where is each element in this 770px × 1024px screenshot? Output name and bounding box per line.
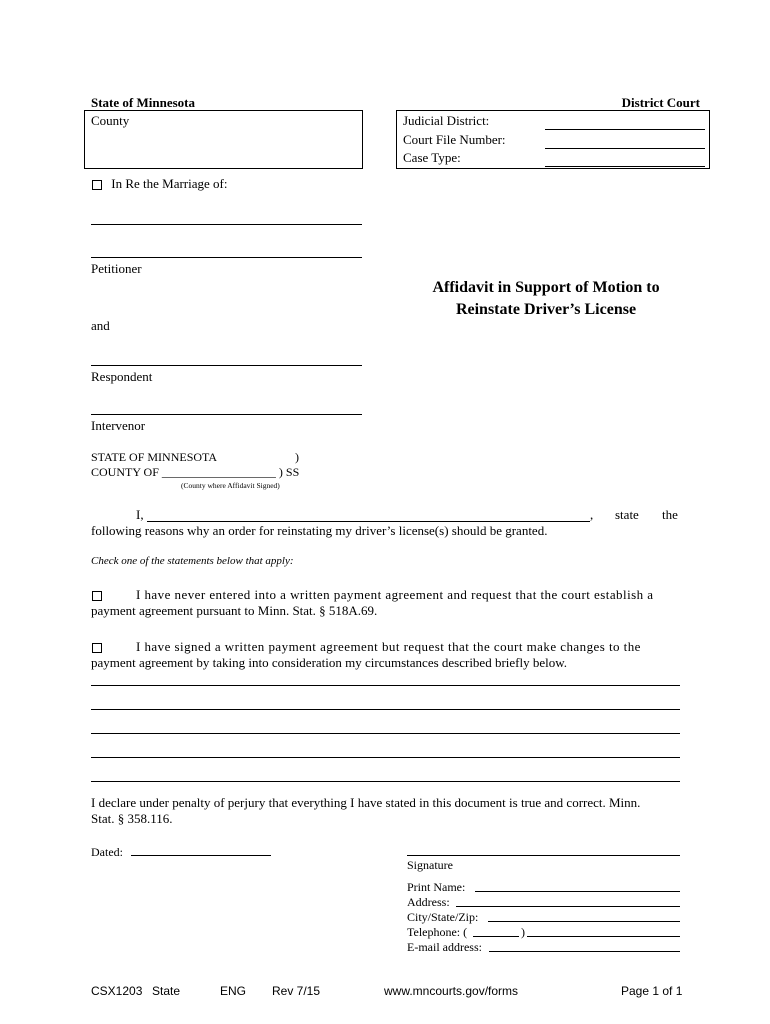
affiant-i-label: I, bbox=[136, 507, 144, 522]
option-1-text-line-2: payment agreement pursuant to Minn. Stat. § 518A.69. bbox=[91, 603, 378, 618]
option-2-text-line-2: payment agreement by taking into consideration my circumstances described briefly below. bbox=[91, 655, 568, 670]
respondent-label: Respondent bbox=[91, 369, 153, 384]
signature-field[interactable] bbox=[407, 855, 680, 856]
affiant-comma: , bbox=[590, 507, 594, 522]
title-line-1: Affidavit in Support of Motion to bbox=[432, 279, 660, 296]
judicial-district-field[interactable] bbox=[545, 129, 705, 130]
venue-county[interactable]: COUNTY OF ___________________ ) SS bbox=[91, 465, 300, 479]
circumstances-line-2[interactable] bbox=[91, 709, 680, 710]
telephone-area-code-field[interactable] bbox=[473, 936, 519, 937]
dated-field[interactable] bbox=[131, 855, 271, 856]
check-instruction: Check one of the statements below that apply: bbox=[91, 555, 294, 567]
footer-form-code: CSX1203 bbox=[91, 984, 143, 998]
footer-revision: Rev 7/15 bbox=[272, 984, 321, 998]
city-state-zip-field[interactable] bbox=[488, 921, 680, 922]
court-file-number-field[interactable] bbox=[545, 148, 705, 149]
telephone-close-paren: ) bbox=[521, 925, 525, 939]
print-name-label: Print Name: bbox=[407, 880, 466, 894]
title-line-2: Reinstate Driver’s License bbox=[455, 301, 637, 318]
and-label: and bbox=[91, 318, 110, 333]
telephone-label: Telephone: ( bbox=[407, 925, 468, 939]
in-re-checkbox[interactable] bbox=[92, 180, 102, 190]
in-re-label: In Re the Marriage of: bbox=[111, 176, 228, 191]
footer-state: State bbox=[152, 984, 181, 998]
in-re-row bbox=[92, 176, 227, 192]
case-type-label: Case Type: bbox=[403, 150, 461, 165]
the-word: the bbox=[662, 507, 678, 522]
dated-label: Dated: bbox=[91, 845, 123, 859]
telephone-number-field[interactable] bbox=[527, 936, 680, 937]
address-label: Address: bbox=[407, 895, 450, 909]
option-1-text-line-1: I have never entered into a written payment agreement and request that the court establish a bbox=[136, 587, 654, 602]
footer-page-number: Page 1 of 1 bbox=[621, 984, 683, 998]
county-label: County bbox=[91, 113, 130, 128]
petitioner-name-line-1[interactable] bbox=[91, 224, 362, 225]
option-1-checkbox[interactable] bbox=[92, 591, 102, 601]
case-info-box bbox=[396, 110, 710, 169]
state-word: state bbox=[615, 507, 639, 522]
affiant-name-field[interactable] bbox=[147, 521, 590, 522]
intervenor-name-line[interactable] bbox=[91, 414, 362, 415]
court-heading: District Court bbox=[621, 95, 700, 110]
document-title bbox=[380, 277, 712, 321]
signature-label: Signature bbox=[407, 858, 453, 872]
county-box[interactable] bbox=[84, 110, 363, 169]
venue-state-paren: ) bbox=[295, 450, 299, 464]
circumstances-line-5[interactable] bbox=[91, 781, 680, 782]
declaration-line-2: Stat. § 358.116. bbox=[91, 811, 173, 826]
footer-language: ENG bbox=[220, 984, 247, 998]
declaration-line-1: I declare under penalty of perjury that everything I have stated in this document is true and correct. Minn. bbox=[91, 795, 641, 810]
state-heading: State of Minnesota bbox=[91, 95, 195, 110]
option-2-checkbox[interactable] bbox=[92, 643, 102, 653]
court-file-number-label: Court File Number: bbox=[403, 132, 506, 147]
reason-line: following reasons why an order for reinstating my driver’s license(s) should be granted. bbox=[91, 523, 548, 538]
case-type-field[interactable] bbox=[545, 166, 705, 167]
venue-county-note: (County where Affidavit Signed) bbox=[181, 481, 280, 490]
footer-url[interactable]: www.mncourts.gov/forms bbox=[384, 984, 519, 998]
option-2-text-line-1: I have signed a written payment agreement but request that the court make changes to the bbox=[136, 639, 641, 654]
print-name-field[interactable] bbox=[475, 891, 680, 892]
email-label: E-mail address: bbox=[407, 940, 482, 954]
respondent-name-line[interactable] bbox=[91, 365, 362, 366]
circumstances-line-1[interactable] bbox=[91, 685, 680, 686]
intervenor-label: Intervenor bbox=[91, 418, 146, 433]
petitioner-name-line-2[interactable] bbox=[91, 257, 362, 258]
address-field[interactable] bbox=[456, 906, 680, 907]
circumstances-line-3[interactable] bbox=[91, 733, 680, 734]
city-state-zip-label: City/State/Zip: bbox=[407, 910, 479, 924]
judicial-district-label: Judicial District: bbox=[403, 113, 490, 128]
petitioner-label: Petitioner bbox=[91, 261, 142, 276]
circumstances-line-4[interactable] bbox=[91, 757, 680, 758]
venue-state: STATE OF MINNESOTA bbox=[91, 450, 218, 464]
email-field[interactable] bbox=[489, 951, 680, 952]
